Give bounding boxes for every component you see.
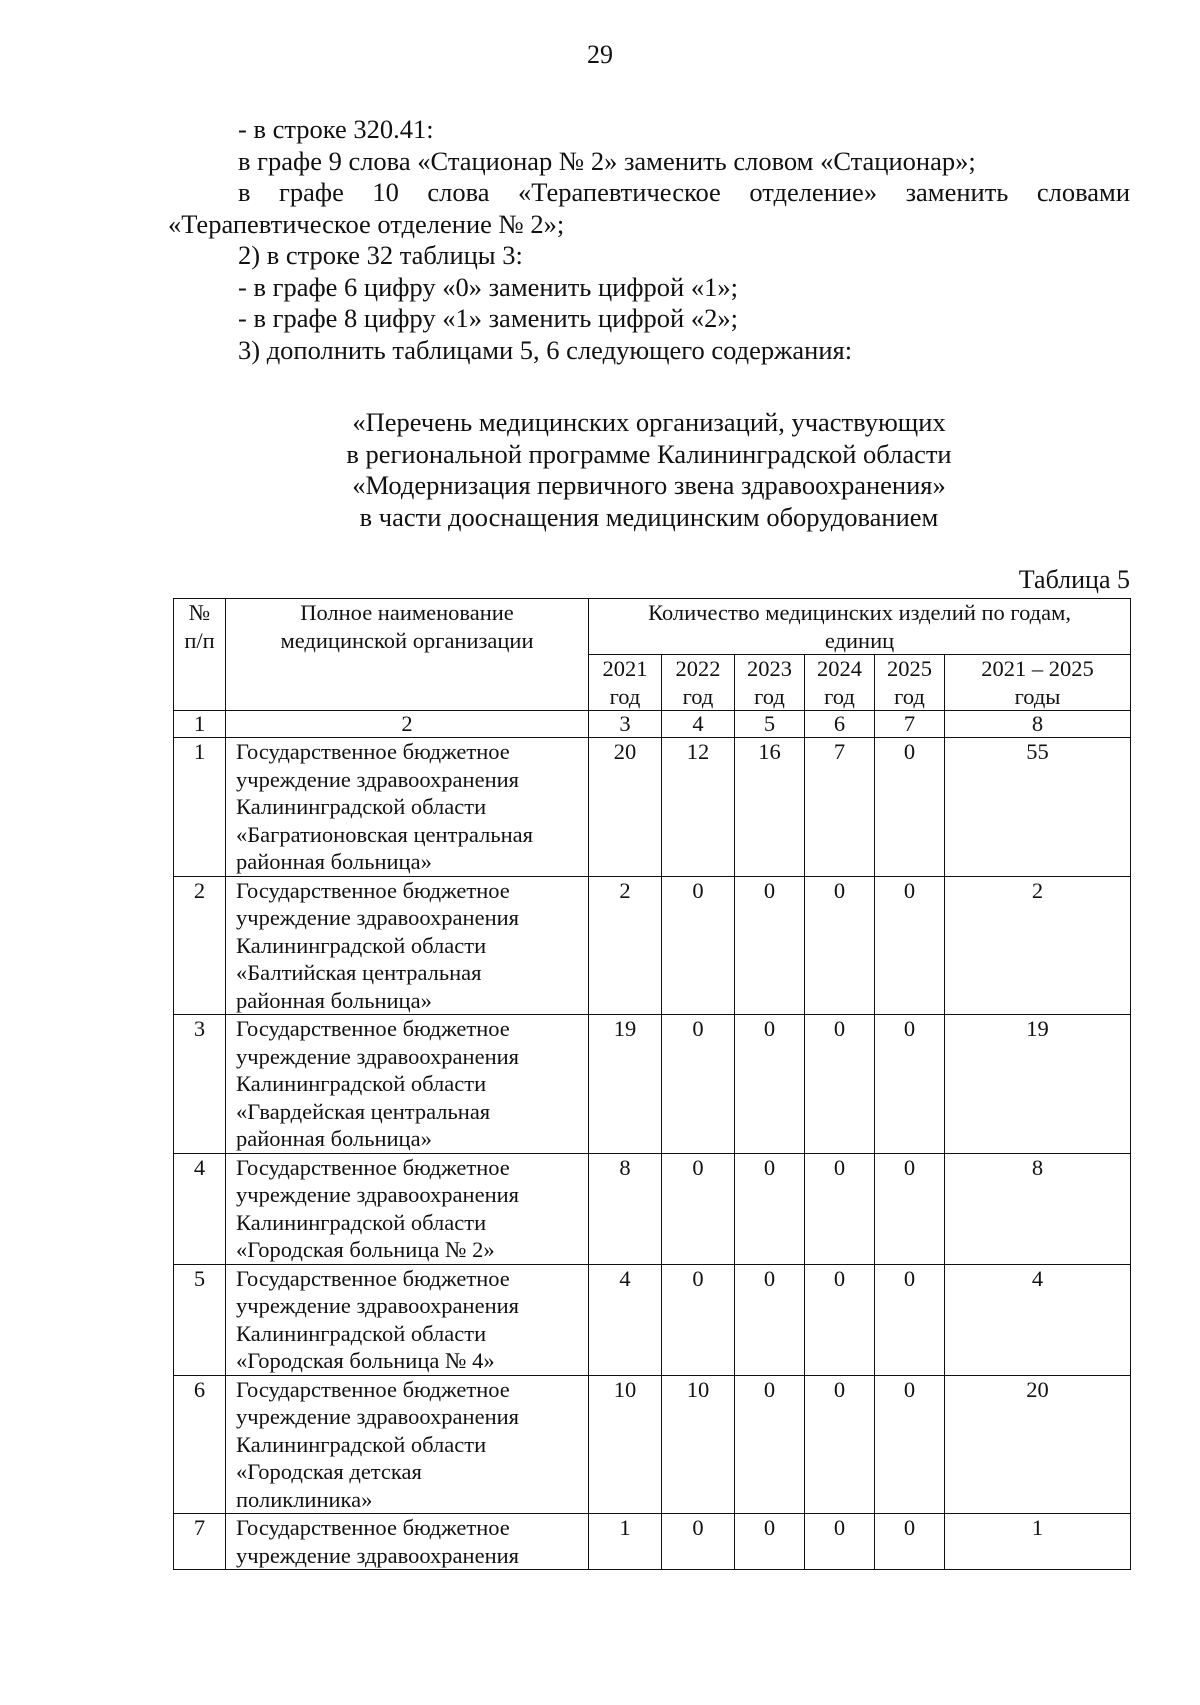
quantity-cell: 0 [735, 1153, 805, 1264]
table-row [174, 738, 1131, 877]
heading-line: в части дооснащения медицинским оборудованием [359, 501, 939, 532]
row-number: 4 [174, 1153, 226, 1264]
header-year: 2024 год [805, 655, 875, 711]
column-number: 7 [875, 711, 945, 738]
table-caption: Таблица 5 [1018, 565, 1130, 594]
quantity-cell: 0 [805, 1015, 875, 1154]
quantity-cell: 0 [805, 1514, 875, 1570]
quantity-cell: 8 [589, 1153, 662, 1264]
list-heading [168, 407, 1130, 533]
quantity-cell: 4 [945, 1264, 1131, 1375]
quantity-cell: 0 [662, 1514, 735, 1570]
intro-line: - в графе 8 цифру «1» заменить цифрой «2»; [238, 303, 738, 333]
row-number: 3 [174, 1015, 226, 1154]
amendment-text [168, 114, 1130, 366]
quantity-cell: 0 [662, 876, 735, 1015]
organization-name: Государственное бюджетное учреждение здравоохранения Калининградской области «Городская больница № 4» [226, 1264, 589, 1375]
quantity-cell: 1 [589, 1514, 662, 1570]
quantity-cell: 0 [875, 738, 945, 877]
header-name: Полное наименование медицинской организации [226, 599, 589, 711]
quantity-cell: 10 [662, 1375, 735, 1514]
header-year: 2021 – 2025 годы [945, 655, 1131, 711]
column-number: 2 [226, 711, 589, 738]
column-number: 5 [735, 711, 805, 738]
quantity-cell: 19 [945, 1015, 1131, 1154]
quantity-cell: 0 [662, 1015, 735, 1154]
intro-line: 2) в строке 32 таблицы 3: [238, 240, 523, 270]
quantity-cell: 20 [945, 1375, 1131, 1514]
heading-line: «Перечень медицинских организаций, участвующих [352, 407, 946, 437]
quantity-cell: 2 [589, 876, 662, 1015]
row-number: 5 [174, 1264, 226, 1375]
quantity-cell: 0 [875, 1375, 945, 1514]
quantity-cell: 12 [662, 738, 735, 877]
quantity-cell: 0 [875, 1264, 945, 1375]
quantity-cell: 0 [735, 1264, 805, 1375]
quantity-cell: 0 [875, 1153, 945, 1264]
quantity-cell: 0 [805, 1264, 875, 1375]
quantity-cell: 2 [945, 876, 1131, 1015]
intro-line: - в графе 6 цифру «0» заменить цифрой «1»; [238, 271, 738, 302]
column-number: 3 [589, 711, 662, 738]
heading-line: в региональной программе Калининградской области [346, 438, 952, 469]
quantity-cell: 10 [589, 1375, 662, 1514]
quantity-cell: 0 [875, 1015, 945, 1154]
organization-name: Государственное бюджетное учреждение здравоохранения Калининградской области «Городская детская поликлиника» [226, 1375, 589, 1514]
organization-name: Государственное бюджетное учреждение здравоохранения Калининградской области «Городская больница № 2» [226, 1153, 589, 1264]
quantity-cell: 0 [805, 876, 875, 1015]
quantity-cell: 1 [945, 1514, 1131, 1570]
organization-name: Государственное бюджетное учреждение здравоохранения Калининградской области «Багратионовская центральная районная больница» [226, 738, 589, 877]
header-year: 2022 год [662, 655, 735, 711]
intro-line: в графе 9 слова «Стационар № 2» заменить словом «Стационар»; [238, 145, 976, 176]
organization-name: Государственное бюджетное учреждение здравоохранения [226, 1514, 589, 1570]
column-number: 1 [174, 711, 226, 738]
organization-name: Государственное бюджетное учреждение здравоохранения Калининградской области «Гвардейская центральная районная больница» [226, 1015, 589, 1154]
row-number: 1 [174, 738, 226, 877]
quantity-cell: 0 [875, 876, 945, 1015]
intro-line: «Терапевтическое отделение № 2»; [168, 208, 565, 239]
row-number: 7 [174, 1514, 226, 1570]
quantity-cell: 7 [805, 738, 875, 877]
table-row [174, 1264, 1131, 1375]
quantity-cell: 8 [945, 1153, 1131, 1264]
table-row [174, 876, 1131, 1015]
organizations-table [173, 598, 1131, 1570]
header-year: 2025 год [875, 655, 945, 711]
header-year: 2023 год [735, 655, 805, 711]
quantity-cell: 4 [589, 1264, 662, 1375]
quantity-cell: 0 [805, 1375, 875, 1514]
quantity-cell: 0 [662, 1264, 735, 1375]
intro-line: в графе 10 слова «Терапевтическое отделение» заменить словами [238, 177, 1130, 207]
quantity-cell: 19 [589, 1015, 662, 1154]
quantity-cell: 0 [805, 1153, 875, 1264]
quantity-cell: 16 [735, 738, 805, 877]
column-number: 4 [662, 711, 735, 738]
table-body [174, 738, 1131, 1570]
table-column-numbers-row [174, 711, 1131, 738]
table-header-row [174, 599, 1131, 655]
column-number: 6 [805, 711, 875, 738]
header-year: 2021 год [589, 655, 662, 711]
table-row [174, 1153, 1131, 1264]
header-num: № п/п [174, 599, 226, 711]
page-number: 29 [587, 40, 613, 69]
table-row [174, 1514, 1131, 1570]
quantity-cell: 55 [945, 738, 1131, 877]
quantity-cell: 0 [735, 1514, 805, 1570]
intro-line: 3) дополнить таблицами 5, 6 следующего содержания: [238, 334, 853, 365]
quantity-cell: 0 [735, 1375, 805, 1514]
row-number: 2 [174, 876, 226, 1015]
table-row [174, 1015, 1131, 1154]
quantity-cell: 0 [875, 1514, 945, 1570]
column-number: 8 [945, 711, 1131, 738]
header-quantity: Количество медицинских изделий по годам, единиц [589, 599, 1131, 655]
quantity-cell: 0 [735, 1015, 805, 1154]
quantity-cell: 0 [735, 876, 805, 1015]
row-number: 6 [174, 1375, 226, 1514]
heading-line: «Модернизация первичного звена здравоохранения» [352, 470, 946, 500]
intro-line: - в строке 320.41: [238, 114, 434, 144]
quantity-cell: 0 [662, 1153, 735, 1264]
table-row [174, 1375, 1131, 1514]
quantity-cell: 20 [589, 738, 662, 877]
organization-name: Государственное бюджетное учреждение здравоохранения Калининградской области «Балтийская центральная районная больница» [226, 876, 589, 1015]
